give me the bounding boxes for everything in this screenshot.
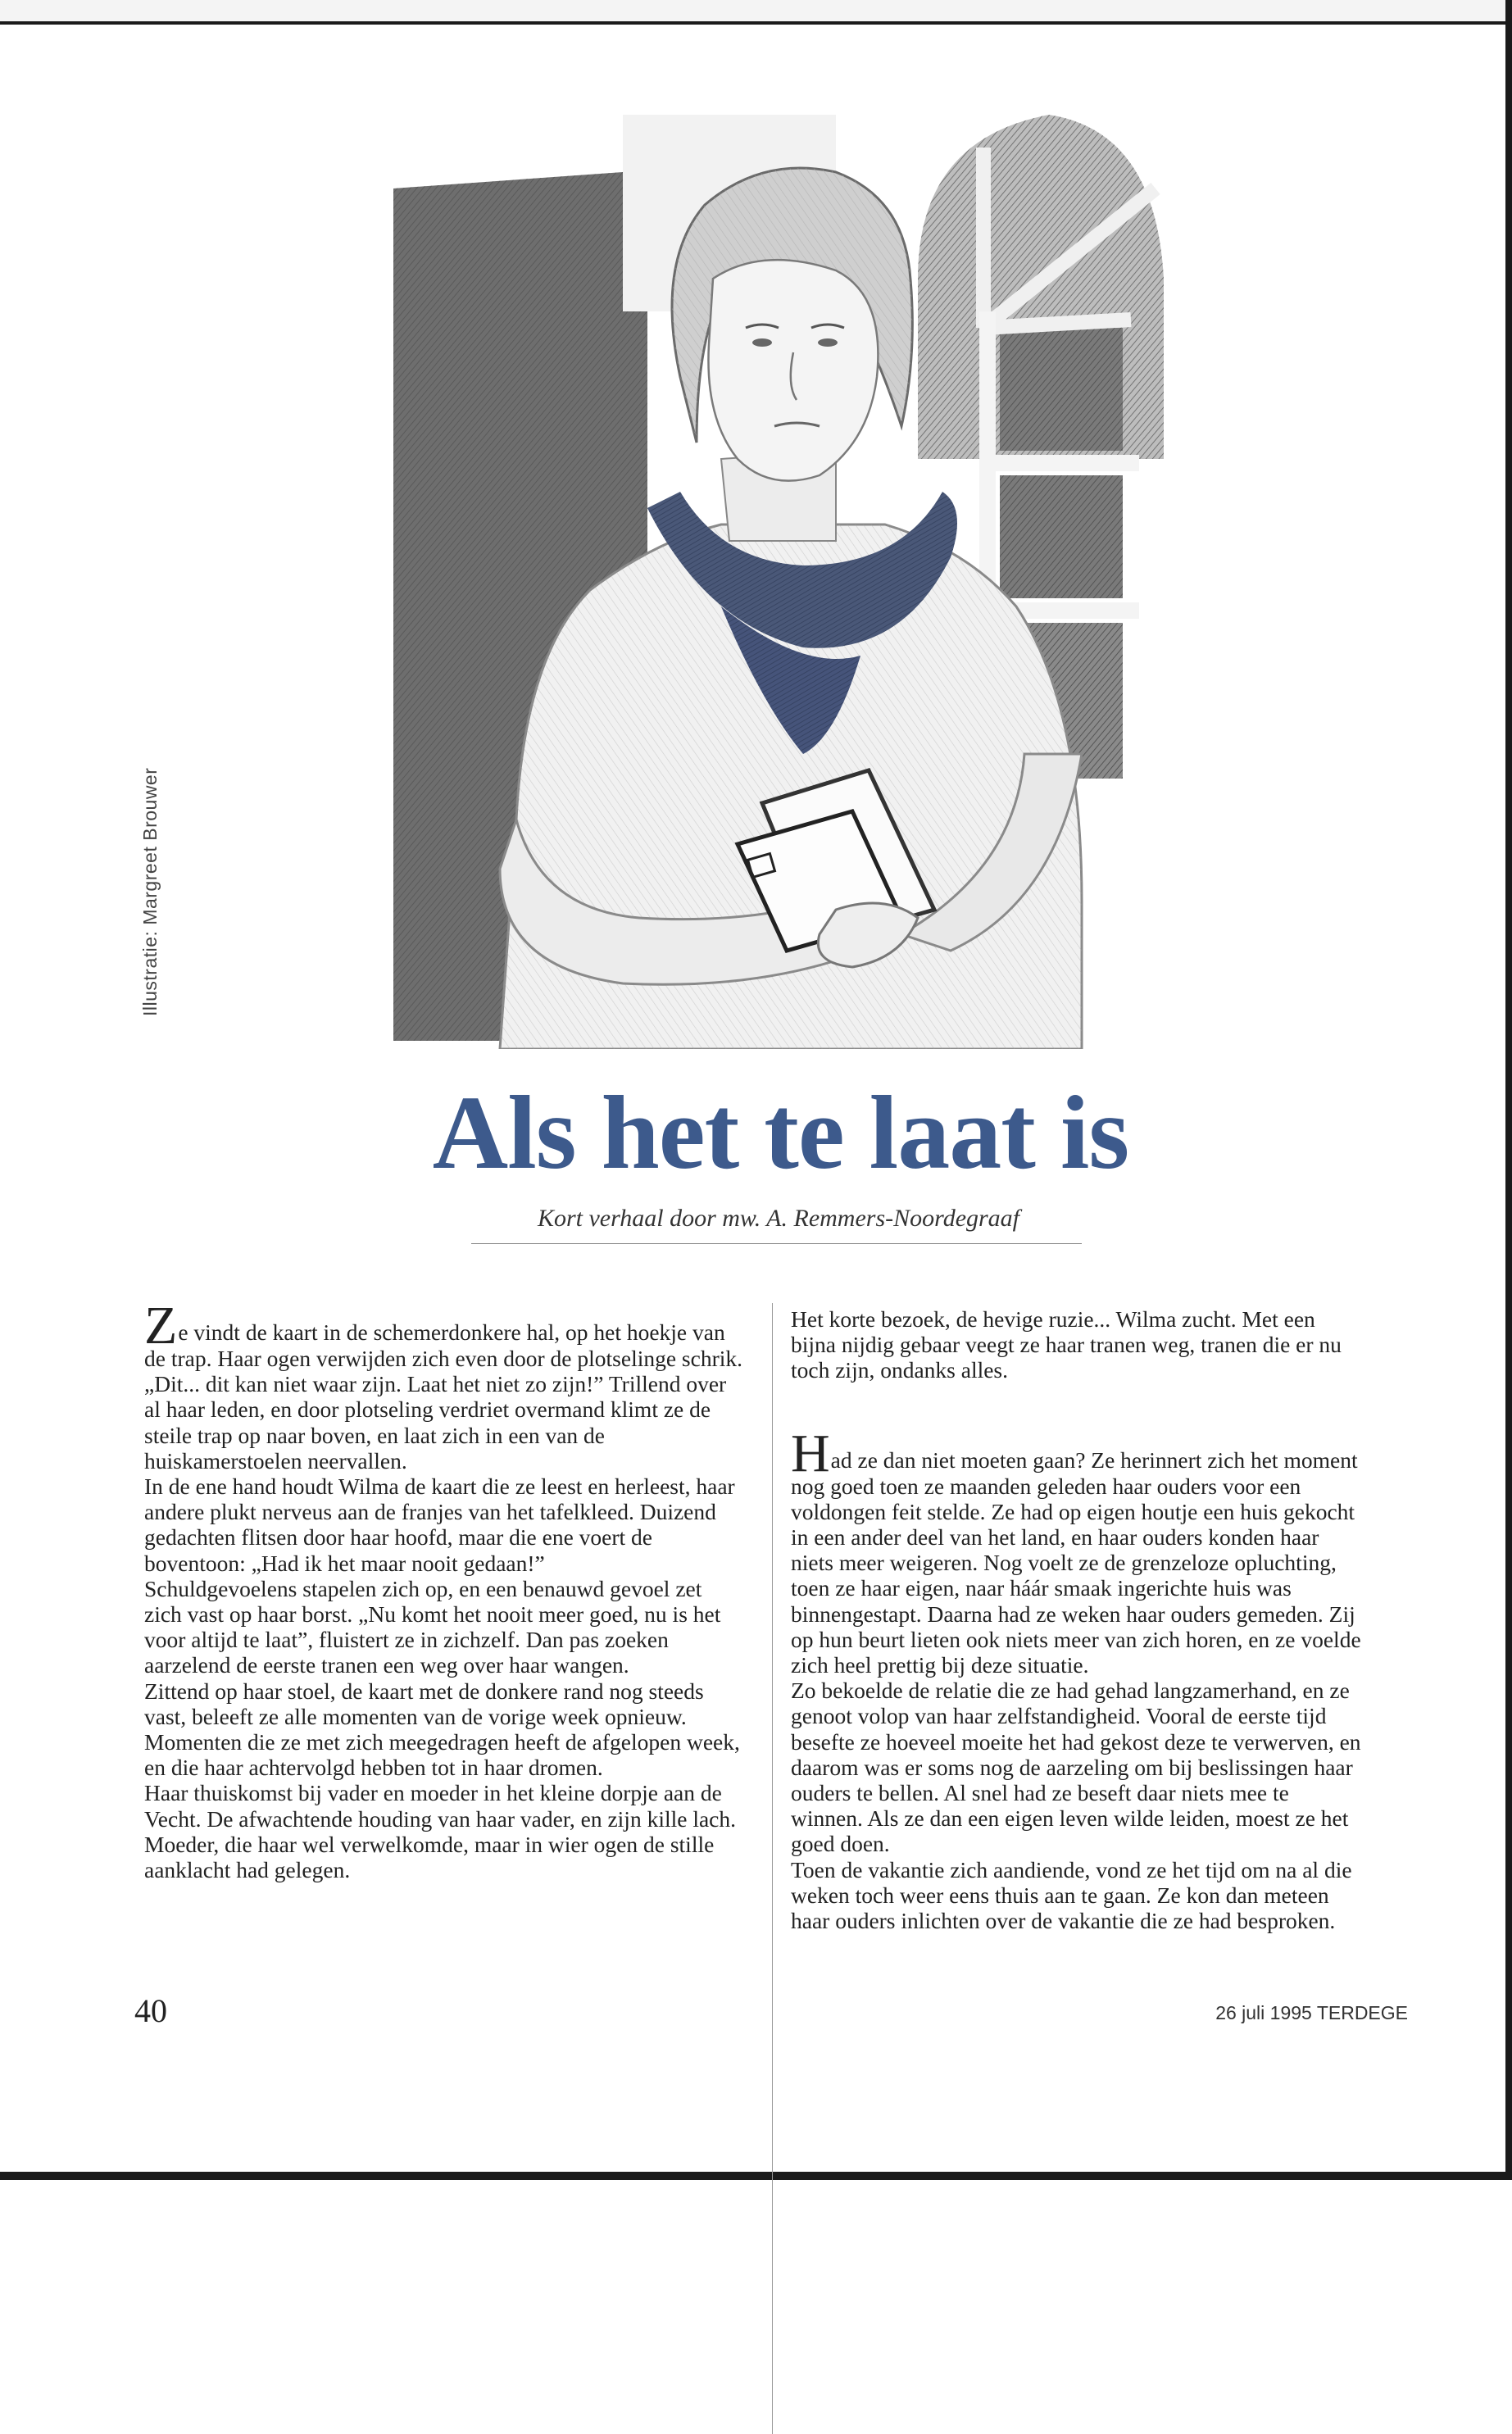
page-bottom-edge xyxy=(0,2172,1512,2180)
face xyxy=(708,260,878,481)
article-byline: Kort verhaal door mw. A. Remmers-Noordegraaf xyxy=(537,1205,1020,1232)
drop-cap: Z xyxy=(144,1296,178,1356)
drop-cap: H xyxy=(791,1423,830,1483)
paragraph: Zo bekoelde de relatie die ze had gehad langzamerhand, en ze genoot volop van haar zelfstandigheid. Vooral de eerste tijd besefte ze hoeveel moeite het had gekost deze te verwerven, en daarom was er soms nog de aarzeling om bij beslissingen haar ouders te bellen. Al snel had ze beseft daar niets mee te winnen. Als ze dan een eigen leven wilde leiden, moest ze het goed doen. xyxy=(791,1678,1361,1857)
paragraph: Zittend op haar stoel, de kaart met de donkere rand nog steeds vast, beleeft ze alle momenten van de vorige week opnieuw. Momenten die ze met zich meegedragen heeft de afgelopen week, en die haar achtervolgd hebben tot in haar dromen. xyxy=(144,1678,740,1781)
paragraph: Toen de vakantie zich aandiende, vond ze het tijd om na al die weken toch weer eens thuis aan te gaan. Ze kon dan meteen haar ouders inlichten over de vakantie die ze had besproken. xyxy=(791,1856,1352,1934)
section-gap xyxy=(791,1383,1364,1434)
page-number: 40 xyxy=(134,1992,167,2029)
article-title: Als het te laat is xyxy=(432,1074,1129,1191)
left-text-column xyxy=(144,1296,743,1883)
paragraph: Haar thuiskomst bij vader en moeder in het kleine dorpje aan de Vecht. De afwachtende houding van haar vader, en zijn kille lach. Moeder, die haar wel verwelkomde, maar in wier ogen de stille aanklacht had gelegen. xyxy=(144,1780,736,1883)
column-divider xyxy=(772,1303,773,2434)
byline-rule xyxy=(471,1243,1082,1244)
right-text-column xyxy=(791,1306,1364,1933)
paragraph: Ze vindt de kaart in de schemerdonkere hal, op het hoekje van de trap. Haar ogen verwijden zich even door de plotselinge schrik. „Dit... dit kan niet waar zijn. Laat het niet zo zijn!” Trillend over al haar leden, en door plotseling verdriet overmand klimt ze de steile trap op naar boven, en laat zich in een van de huiskamerstoelen neervallen. xyxy=(144,1296,743,1474)
paragraph: Het korte bezoek, de hevige ruzie... Wilma zucht. Met een bijna nijdig gebaar veegt ze haar tranen weg, tranen die er nu toch zijn, ondanks alles. xyxy=(791,1306,1342,1383)
paragraph: Schuldgevoelens stapelen zich op, en een benauwd gevoel zet zich vast op haar borst. „Nu komt het nooit meer goed, nu is het voor altijd te laat”, fluistert ze in zichzelf. Dan pas zoeken aarzelend de eerste tranen een weg over haar wangen. xyxy=(144,1575,721,1678)
paragraph: Had ze dan niet moeten gaan? Ze herinnert zich het moment nog goed toen ze maanden geleden haar ouders voor een voldongen feit stelde. Ze had op eigen houtje een huis gekocht in een ander deel van het land, en haar ouders konden haar niets meer weigeren. Nog voelt ze de grenzeloze opluchting, toen ze haar eigen, naar háár smaak ingerichte huis was binnengestapt. Daarna had ze weken haar ouders gemeden. Zij op hun beurt lieten ook niets meer van zich horen, en ze voelde zich heel prettig bij deze situatie. xyxy=(791,1423,1361,1678)
pencil-illustration xyxy=(377,82,1164,1049)
page-top-edge xyxy=(0,0,1512,25)
illustration-credit: Illustratie: Margreet Brouwer xyxy=(139,767,161,1016)
issue-date: 26 juli 1995 TERDEGE xyxy=(1215,2002,1408,2023)
paragraph: In de ene hand houdt Wilma de kaart die ze leest en herleest, haar andere plukt nerveus aan de franjes van het tafelkleed. Duizend gedachten flitsen door haar hoofd, maar die ene voert de boventoon: „Had ik het maar nooit gedaan!” xyxy=(144,1474,735,1576)
